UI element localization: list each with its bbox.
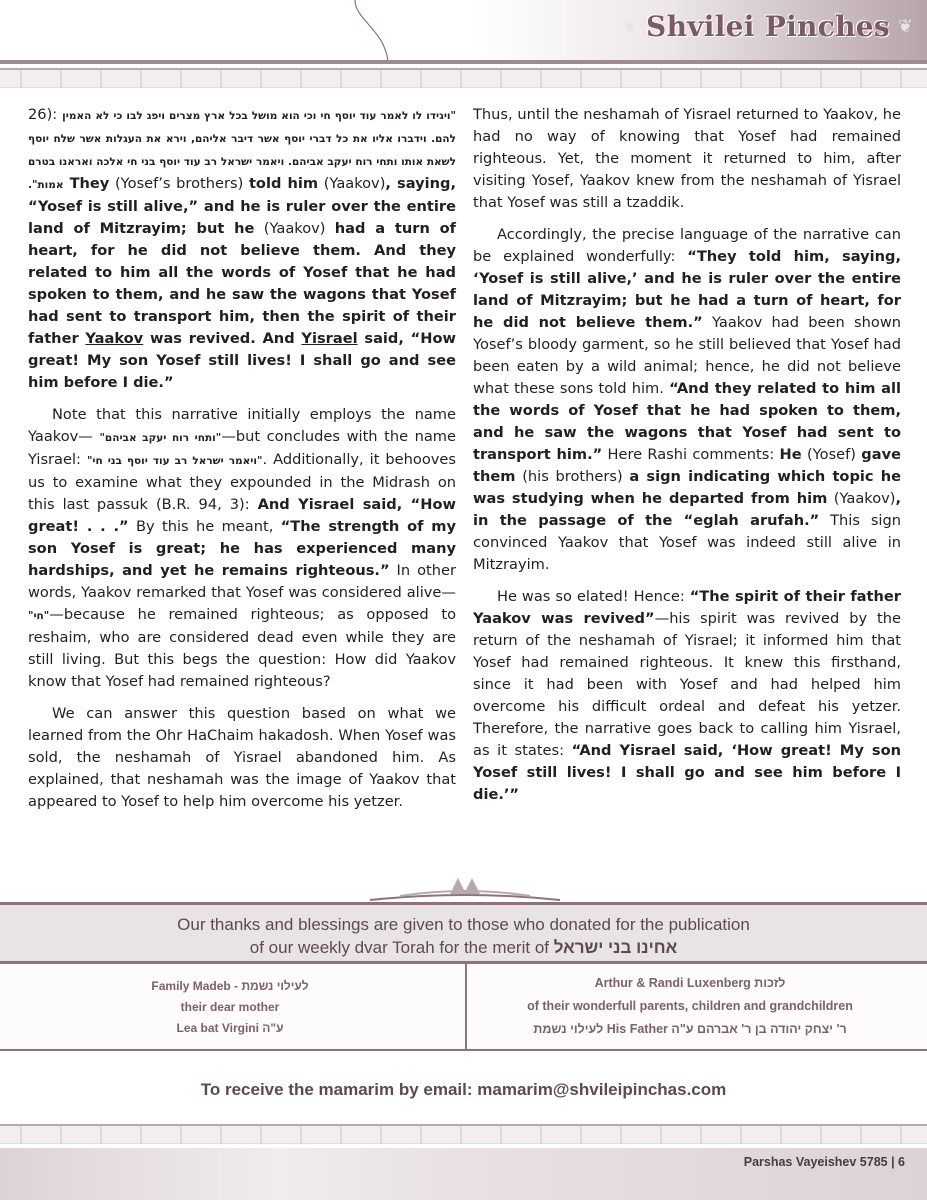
bold-text: , saying, “Yosef is still alive,” and he is ruler over the entire land of Mitzrayim; but he: [28, 175, 456, 237]
text-run: This sign convinced Yaakov that Yosef was indeed still alive in Mitzrayim.: [473, 512, 901, 573]
bold-text: “And Yisrael said, ‘How great! My son Yosef still lives! I shall go and see him before I die.’”: [473, 742, 901, 803]
text-run: (Yosef): [801, 446, 862, 463]
text-run: (Yaakov): [318, 175, 386, 192]
text-run: 26):: [28, 106, 63, 123]
dedication-right-line-1: Arthur & Randi Luxenberg לזכות: [594, 976, 786, 990]
text-run: Thus, until the neshamah of Yisrael returned to Yaakov, he had no way of knowing that Yosef had remained righteous. Yet, the moment it returned to him, after visiting Yosef, Yaakov knew from the neshamah of Yisrael that Yosef was still a tzaddik.: [473, 106, 901, 211]
bold-text: And Yisrael said, “How great! . . .”: [28, 496, 456, 535]
fan-ornament: [370, 876, 560, 902]
page-label: Parshas Vayeishev 5785 | 6: [743, 1155, 905, 1169]
footer-ornament-band: [0, 1124, 927, 1144]
text-run: —his spirit was revived by the return of the neshamah of Yisrael; it informed him that Yosef had remained righteous. It knew this firsthand, since it had been with Yosef and had helped him overcome his difficult ordeal and defeat his yetzer. Therefore, the narrative goes back to calling him Yisrael, as it states:: [473, 610, 901, 759]
bold-text: “They told him, saying, ‘Yosef is still alive,’ and he is ruler over the entire land of Mitzrayim; but he had a turn of heart, for he did not believe them.”: [473, 248, 901, 331]
hebrew-quote: "ויאמר ישראל רב עוד יוסף בני חי": [86, 455, 263, 467]
header-rule: [0, 60, 927, 64]
paragraph: [473, 224, 901, 576]
bold-text: “And they related to him all the words of Yosef that he had spoken to them, and he saw the wagons that Yosef had sent to transport him.”: [473, 380, 901, 463]
text-run: Accordingly, the precise language of the narrative can be explained wonderfully:: [473, 226, 901, 265]
dedication-left-line-1: Family Madeb - לעילוי נשמת: [151, 979, 309, 993]
bold-text: told him: [248, 175, 319, 192]
ornament-icon: ❦: [897, 16, 913, 37]
text-run: —but concludes with the name Yisrael:: [28, 428, 457, 468]
bold-text: Yaakov: [85, 330, 144, 347]
paragraph: [28, 104, 456, 394]
text-run: Here Rashi comments:: [602, 446, 780, 463]
text-run: In other words, Yaakov remarked that Yosef was considered alive—: [28, 562, 456, 601]
text-run: Note that this narrative initially employs the name Yaakov—: [28, 406, 456, 445]
dedication-right-line-3: לעילוי נשמת His Father ר' יצחק יהודה בן ר' אברהם ע"ה: [533, 1022, 847, 1036]
bold-text: “The strength of my son Yosef is great; he has experienced many hardships, and yet he remains righteous.”: [28, 518, 456, 579]
text-run: By this he meant,: [128, 518, 281, 535]
dedication-hebrew: אחינו בני ישראל: [553, 938, 678, 957]
ornament-icon: ❦: [622, 16, 639, 37]
text-run: . Additionally, it behooves us to examine what they expounded in the Midrash on this last passuk (B.R. 94, 3):: [28, 451, 456, 513]
dedication-line-1: Our thanks and blessings are given to those who donated for the publication: [177, 915, 750, 934]
bold-text: said, “How great! My son Yosef still lives! I shall go and see him before I die.”: [28, 330, 456, 391]
dedication-boxes: [0, 964, 927, 1051]
publication-title: Shvilei Pinches: [646, 10, 890, 43]
paragraph: [28, 404, 456, 693]
email-line: To receive the mamarim by email: mamarim@shvileipinchas.com: [200, 1080, 727, 1099]
divider: [465, 964, 467, 1051]
bold-text: , in the passage of the “eglah arufah.”: [473, 490, 901, 529]
text-run: He was so elated! Hence:: [497, 588, 690, 605]
dedication-left-line-2: their dear mother: [180, 1000, 280, 1014]
text-run: (Yosef’s brothers): [109, 175, 249, 192]
hebrew-quote: "ויגידו לו לאמר עוד יוסף חי וכי הוא מושל בכל ארץ מצרים ויפג לבו כי לא האמין להם. וידברו אליו את כל דברי יוסף אשר דיבר אליהם, וירא את העגלות אשר שלח יוסף לשאת אותו ותחי רוח יעקב אביהם. ויאמר ישראל רב עוד יוסף בני חי אלכה ואראנו בטרם אמות".: [28, 110, 456, 191]
text-run: (his brothers): [515, 468, 630, 485]
bold-text: was revived. And: [143, 330, 302, 347]
dedication-left: [60, 976, 400, 1039]
dedication-banner: [0, 902, 927, 964]
paragraph: [28, 703, 456, 813]
hebrew-quote: "חי": [28, 610, 50, 622]
page-header: [0, 0, 927, 60]
text-run: —because he remained righteous; as opposed to reshaim, who are considered dead even while they are still living. But this begs the question: How did Yaakov know that Yosef had remained righteous?: [28, 606, 456, 690]
dedication-right: [470, 972, 910, 1041]
right-column: [473, 104, 901, 816]
header-ornament-band: [0, 68, 927, 88]
title-row: [623, 10, 913, 43]
bold-text: He: [779, 446, 802, 463]
bold-text: Yisrael: [301, 330, 358, 347]
bold-text: had a turn of heart, for he did not believe them. And they related to him all the words of Yosef that he had spoken to them, and he saw the wagons that Yosef had sent to transport him, then the spirit of their father: [28, 220, 456, 347]
dedication-line-2: of our weekly dvar Torah for the merit of: [249, 938, 549, 957]
bold-text: a sign indicating which topic he was studying when he departed from him: [473, 468, 902, 507]
paragraph: [473, 104, 901, 214]
text-run: (Yaakov): [254, 220, 335, 237]
bold-text: They: [63, 175, 110, 192]
left-column: [28, 104, 456, 823]
bold-text: “The spirit of their father Yaakov was revived”: [473, 588, 901, 627]
dedication-right-line-2: of their wonderfull parents, children and grandchildren: [527, 999, 853, 1013]
text-run: (Yaakov): [827, 490, 896, 507]
text-run: Yaakov had been shown Yosef’s bloody garment, so he still believed that Yosef had been eaten by a wild animal; hence, he did not believe what these sons told him.: [473, 314, 901, 397]
dedication-left-line-3: Lea bat Virgini ע"ה: [176, 1021, 284, 1035]
hebrew-quote: "ותחי רוח יעקב אביהם": [99, 432, 222, 444]
header-curve: [340, 0, 410, 62]
text-run: We can answer this question based on what we learned from the Ohr HaChaim hakadosh. When Yosef was sold, the neshamah of Yisrael abandoned him. As explained, that neshamah was the image of Yaakov that appeared to Yosef to help him overcome his yetzer.: [28, 705, 456, 810]
paragraph: [473, 586, 901, 806]
bold-text: gave them: [473, 446, 901, 485]
